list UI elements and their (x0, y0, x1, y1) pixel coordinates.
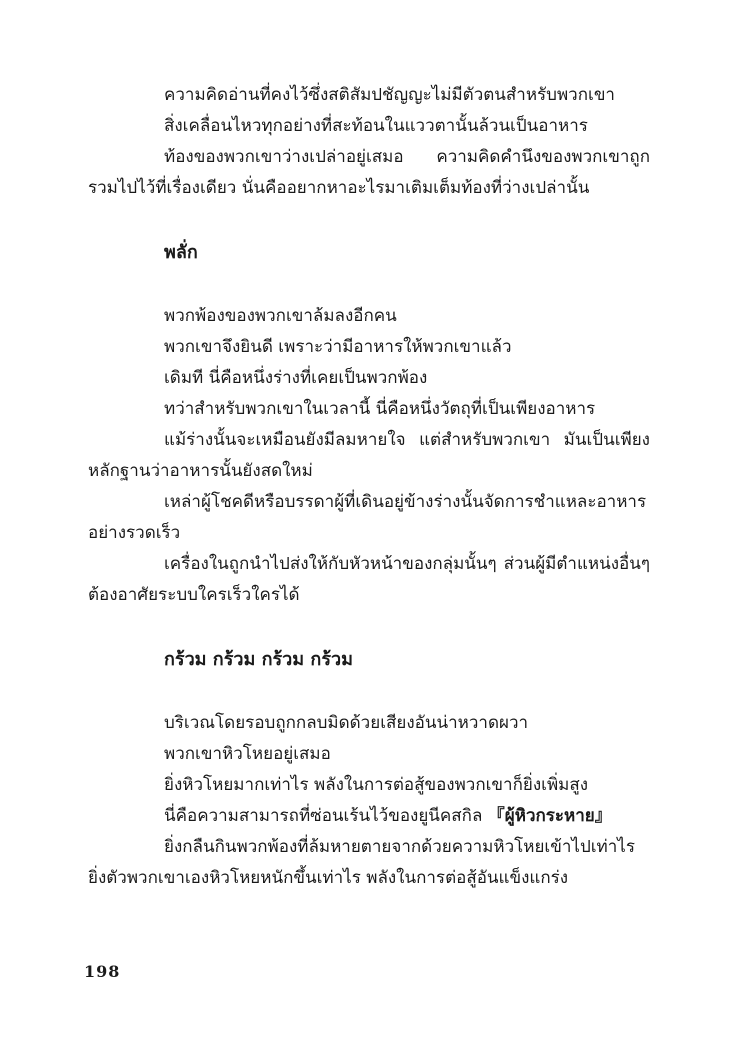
paragraph: พวกเขาหิวโหยอยู่เสมอ (164, 744, 331, 764)
sound-effect-heading: พลั่ก (164, 242, 198, 263)
paragraph: สิ่งเคลื่อนไหวทุกอย่างที่สะท้อนในแววตานั้นล้วนเป็นอาหาร (164, 116, 588, 136)
skill-paragraph (88, 801, 650, 832)
paragraph: ยิ่งกลืนกินพวกพ้องที่ล้มหายตายจากด้วยความหิวโหยเข้าไปเท่าไร ยิ่งตัวพวกเขาเองหิวโหยหนักขึ้นเท่าไร พลังในการต่อสู้อันแข็งแกร่ง (88, 837, 635, 888)
body-text (88, 80, 650, 894)
paragraph: ทว่าสำหรับพวกเขาในเวลานี้ นี่คือหนึ่งวัตถุที่เป็นเพียงอาหาร (164, 399, 596, 419)
paragraph: พวกพ้องของพวกเขาล้มลงอีกคน (164, 306, 397, 326)
paragraph: ความคิดอ่านที่คงไว้ซึ่งสติสัมปชัญญะไม่มีตัวตนสำหรับพวกเขา (164, 85, 615, 105)
sound-effect-heading: กร้วม กร้วม กร้วม กร้วม (164, 649, 353, 670)
paragraph: แม้ร่างนั้นจะเหมือนยังมีลมหายใจ แต่สำหรับพวกเขา มันเป็นเพียงหลักฐานว่าอาหารนั้นยังสดใหม่ (88, 430, 650, 481)
paragraph: พวกเขาจึงยินดี เพราะว่ามีอาหารให้พวกเขาแล้ว (164, 337, 512, 357)
skill-name: 『ผู้หิวกระหาย』 (487, 806, 612, 826)
paragraph: ยิ่งหิวโหยมากเท่าไร พลังในการต่อสู้ของพวกเขาก็ยิ่งเพิ่มสูง (164, 775, 589, 795)
paragraph: เครื่องในถูกนำไปส่งให้กับหัวหน้าของกลุ่มนั้นๆ ส่วนผู้มีตำแหน่งอื่นๆ ต้องอาศัยระบบใครเร็วใครได้ (88, 554, 650, 605)
page-number: 198 (84, 962, 121, 981)
paragraph: ท้องของพวกเขาว่างเปล่าอยู่เสมอ ความคิดคำนึงของพวกเขาถูกรวมไปไว้ที่เรื่องเดียว นั่นคืออยากหาอะไรมาเติมเต็มท้องที่ว่างเปล่านั้น (88, 147, 650, 198)
paragraph: เดิมที นี่คือหนึ่งร่างที่เคยเป็นพวกพ้อง (164, 368, 428, 388)
paragraph: เหล่าผู้โชคดีหรือบรรดาผู้ที่เดินอยู่ข้างร่างนั้นจัดการชำแหละอาหารอย่างรวดเร็ว (88, 492, 647, 543)
skill-line-text: นี่คือความสามารถที่ซ่อนเร้นไว้ของยูนีคสกิล (164, 806, 488, 826)
paragraph: บริเวณโดยรอบถูกกลบมิดด้วยเสียงอันน่าหวาดผวา (164, 713, 529, 733)
